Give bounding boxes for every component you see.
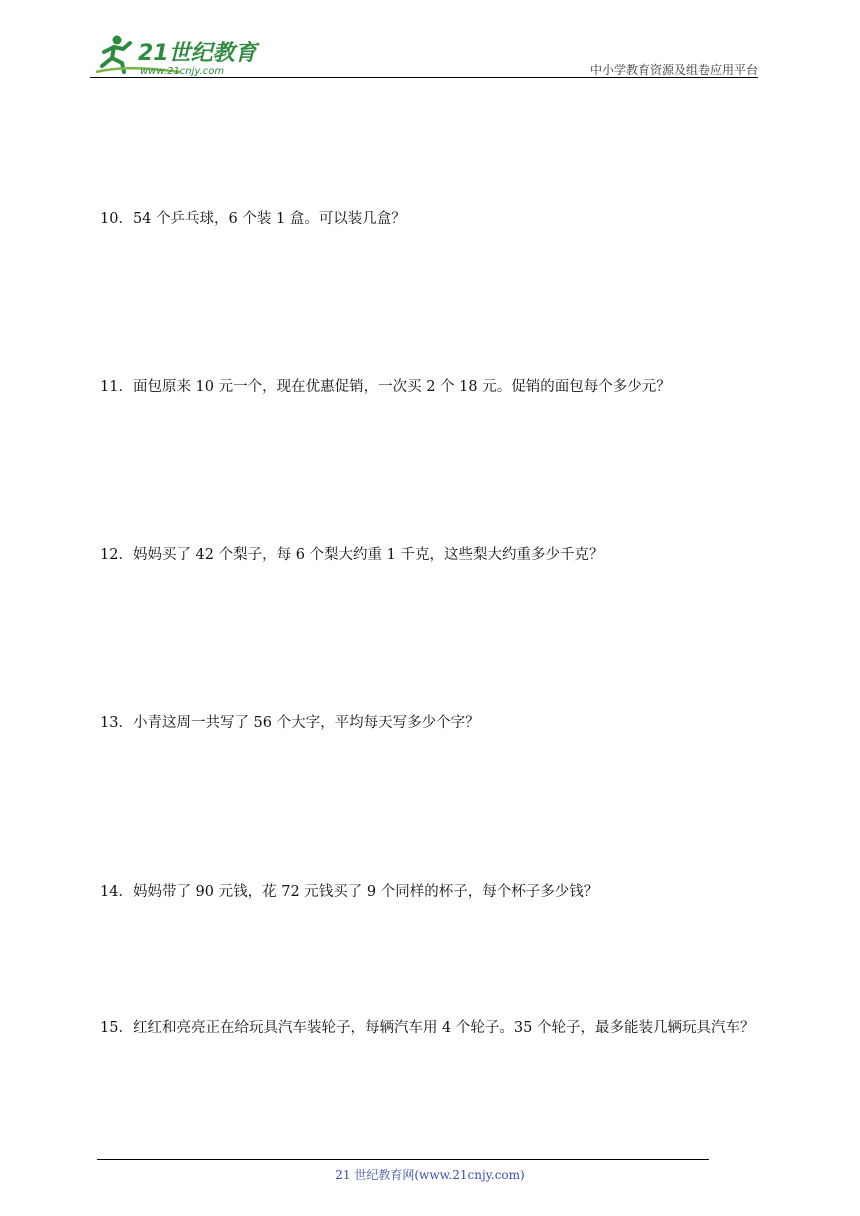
svg-text:www.21cnjy.com: www.21cnjy.com [140,66,225,77]
question-15: 15．红红和亮亮正在给玩具汽车装轮子，每辆汽车用 4 个轮子。35 个轮子，最多能装几辆玩具汽车？ [100,1020,755,1036]
footer-divider [97,1159,709,1160]
question-12: 12．妈妈买了 42 个梨子，每 6 个梨大约重 1 千克，这些梨大约重多少千克？ [100,547,604,563]
runner-logo-icon [90,30,260,78]
header-tagline: 中小学教育资源及组卷应用平台 [589,63,758,77]
header-divider [90,77,758,78]
svg-text:21世纪教育: 21世纪教育 [138,41,257,66]
site-logo [90,30,260,78]
question-11: 11．面包原来 10 元一个，现在优惠促销，一次买 2 个 18 元。促销的面包每个多少元？ [100,379,671,395]
question-10: 10．54 个乒乓球，6 个装 1 盒。可以装几盒？ [100,211,406,227]
question-13: 13．小青这周一共写了 56 个大字，平均每天写多少个字？ [100,715,480,731]
question-14: 14．妈妈带了 90 元钱，花 72 元钱买了 9 个同样的杯子，每个杯子多少钱？ [100,884,599,900]
page-header [90,30,758,78]
footer-link[interactable]: 21 世纪教育网(www.21cnjy.com) [335,1168,525,1182]
